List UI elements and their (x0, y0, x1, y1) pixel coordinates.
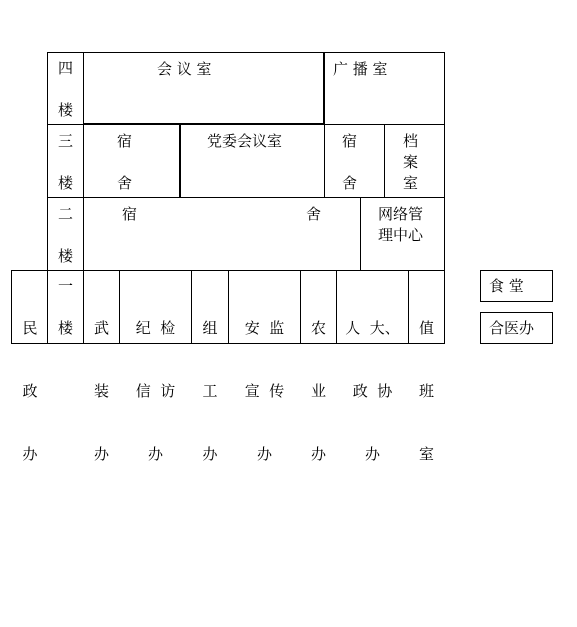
room-duty: 值 班 室 (418, 319, 434, 463)
floor-3-label-top: 三 (58, 132, 74, 150)
f4-meeting-bottom (83, 123, 325, 125)
room-archive-1: 档 (403, 132, 419, 150)
floor-1-label-top: 一 (58, 277, 74, 295)
room-network-1: 网络管 (378, 205, 424, 223)
floor-4-label-top: 四 (58, 59, 74, 77)
room-organization: 组 工 办 (202, 319, 218, 463)
f3-divider-1 (179, 124, 181, 197)
room-armed: 武 装 办 (93, 319, 109, 463)
room-dorm-left-1: 宿 (117, 132, 133, 150)
floor-4-label-bottom: 楼 (58, 101, 74, 119)
floor-1-label-bottom: 楼 (58, 319, 74, 337)
f3-divider-2 (324, 124, 325, 197)
room-dorm-left-2: 舍 (117, 174, 133, 192)
room-canteen: 食 堂 (489, 277, 524, 295)
f2-divider (360, 197, 361, 270)
floor-3-label-bottom: 楼 (58, 174, 74, 192)
room-dorm-a: 宿 (122, 205, 138, 223)
room-party-meeting: 党委会议室 (207, 132, 283, 150)
room-discipline: 纪 检 信 访 办 (135, 319, 176, 463)
room-network-2: 理中心 (378, 226, 424, 244)
room-agriculture: 农 业 办 (310, 319, 326, 463)
room-archive-3: 室 (403, 174, 419, 192)
room-dorm-right-1: 宿 (342, 132, 358, 150)
floor-2-label-bottom: 楼 (58, 247, 74, 265)
room-archive-2: 案 (403, 153, 419, 171)
divider-f3-f2 (47, 197, 445, 198)
room-meeting: 会 议 室 (157, 60, 212, 78)
f3-divider-3 (384, 124, 385, 197)
floor-2-label-top: 二 (58, 205, 74, 223)
room-civil: 民 政 办 (22, 319, 38, 463)
room-broadcast: 广 播 室 (333, 60, 388, 78)
room-npc: 人 大、 政 协 办 (345, 319, 400, 463)
room-dorm-b: 舍 (306, 205, 322, 223)
room-safety: 安 监 宣 传 办 (244, 319, 285, 463)
room-clinic: 合医办 (489, 319, 535, 337)
f4-meeting-right (323, 52, 325, 125)
room-dorm-right-2: 舍 (342, 174, 358, 192)
